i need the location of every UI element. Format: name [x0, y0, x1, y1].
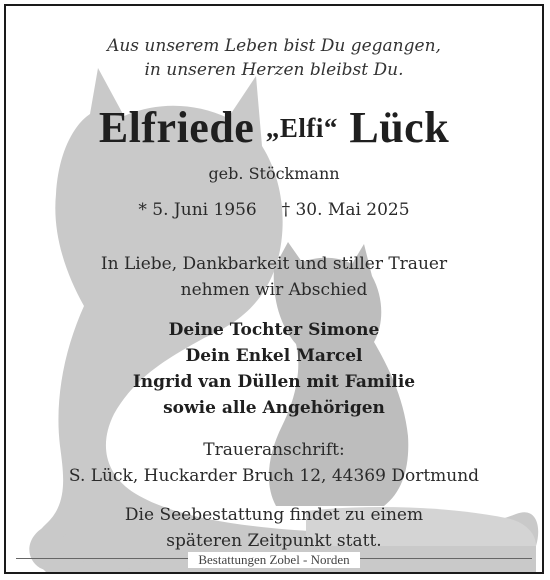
footer — [6, 549, 542, 568]
quote-line-1: Aus unserem Leben bist Du gegangen, — [107, 36, 441, 56]
burial-line-1: Die Seebestattung findet zu einem — [124, 505, 424, 525]
birth-date: * 5. Juni 1956 — [138, 200, 257, 220]
address-label: Traueranschrift: — [203, 440, 345, 460]
last-name: Lück — [349, 103, 450, 152]
first-name: Elfriede — [98, 103, 255, 152]
mourner-4: sowie alle Angehörigen — [163, 398, 385, 418]
mourner-1: Deine Tochter Simone — [168, 320, 380, 340]
burial-line-2: späteren Zeitpunkt statt. — [166, 531, 382, 551]
farewell-line-1: In Liebe, Dankbarkeit und stiller Trauer — [100, 254, 448, 274]
deceased-name — [6, 102, 542, 153]
funeral-home: Bestattungen Zobel - Norden — [188, 552, 359, 568]
death-date: † 30. Mai 2025 — [281, 200, 410, 220]
farewell-line-2: nehmen wir Abschied — [180, 280, 368, 300]
mourner-2: Dein Enkel Marcel — [185, 346, 363, 366]
obituary-card — [4, 4, 544, 574]
nickname: „Elfi“ — [265, 113, 338, 143]
birth-name: geb. Stöckmann — [208, 164, 340, 183]
quote-line-2: in unseren Herzen bleibst Du. — [144, 60, 404, 80]
address: S. Lück, Huckarder Bruch 12, 44369 Dortmund — [68, 466, 480, 486]
mourner-3: Ingrid van Düllen mit Familie — [132, 372, 416, 392]
life-dates — [6, 200, 542, 220]
